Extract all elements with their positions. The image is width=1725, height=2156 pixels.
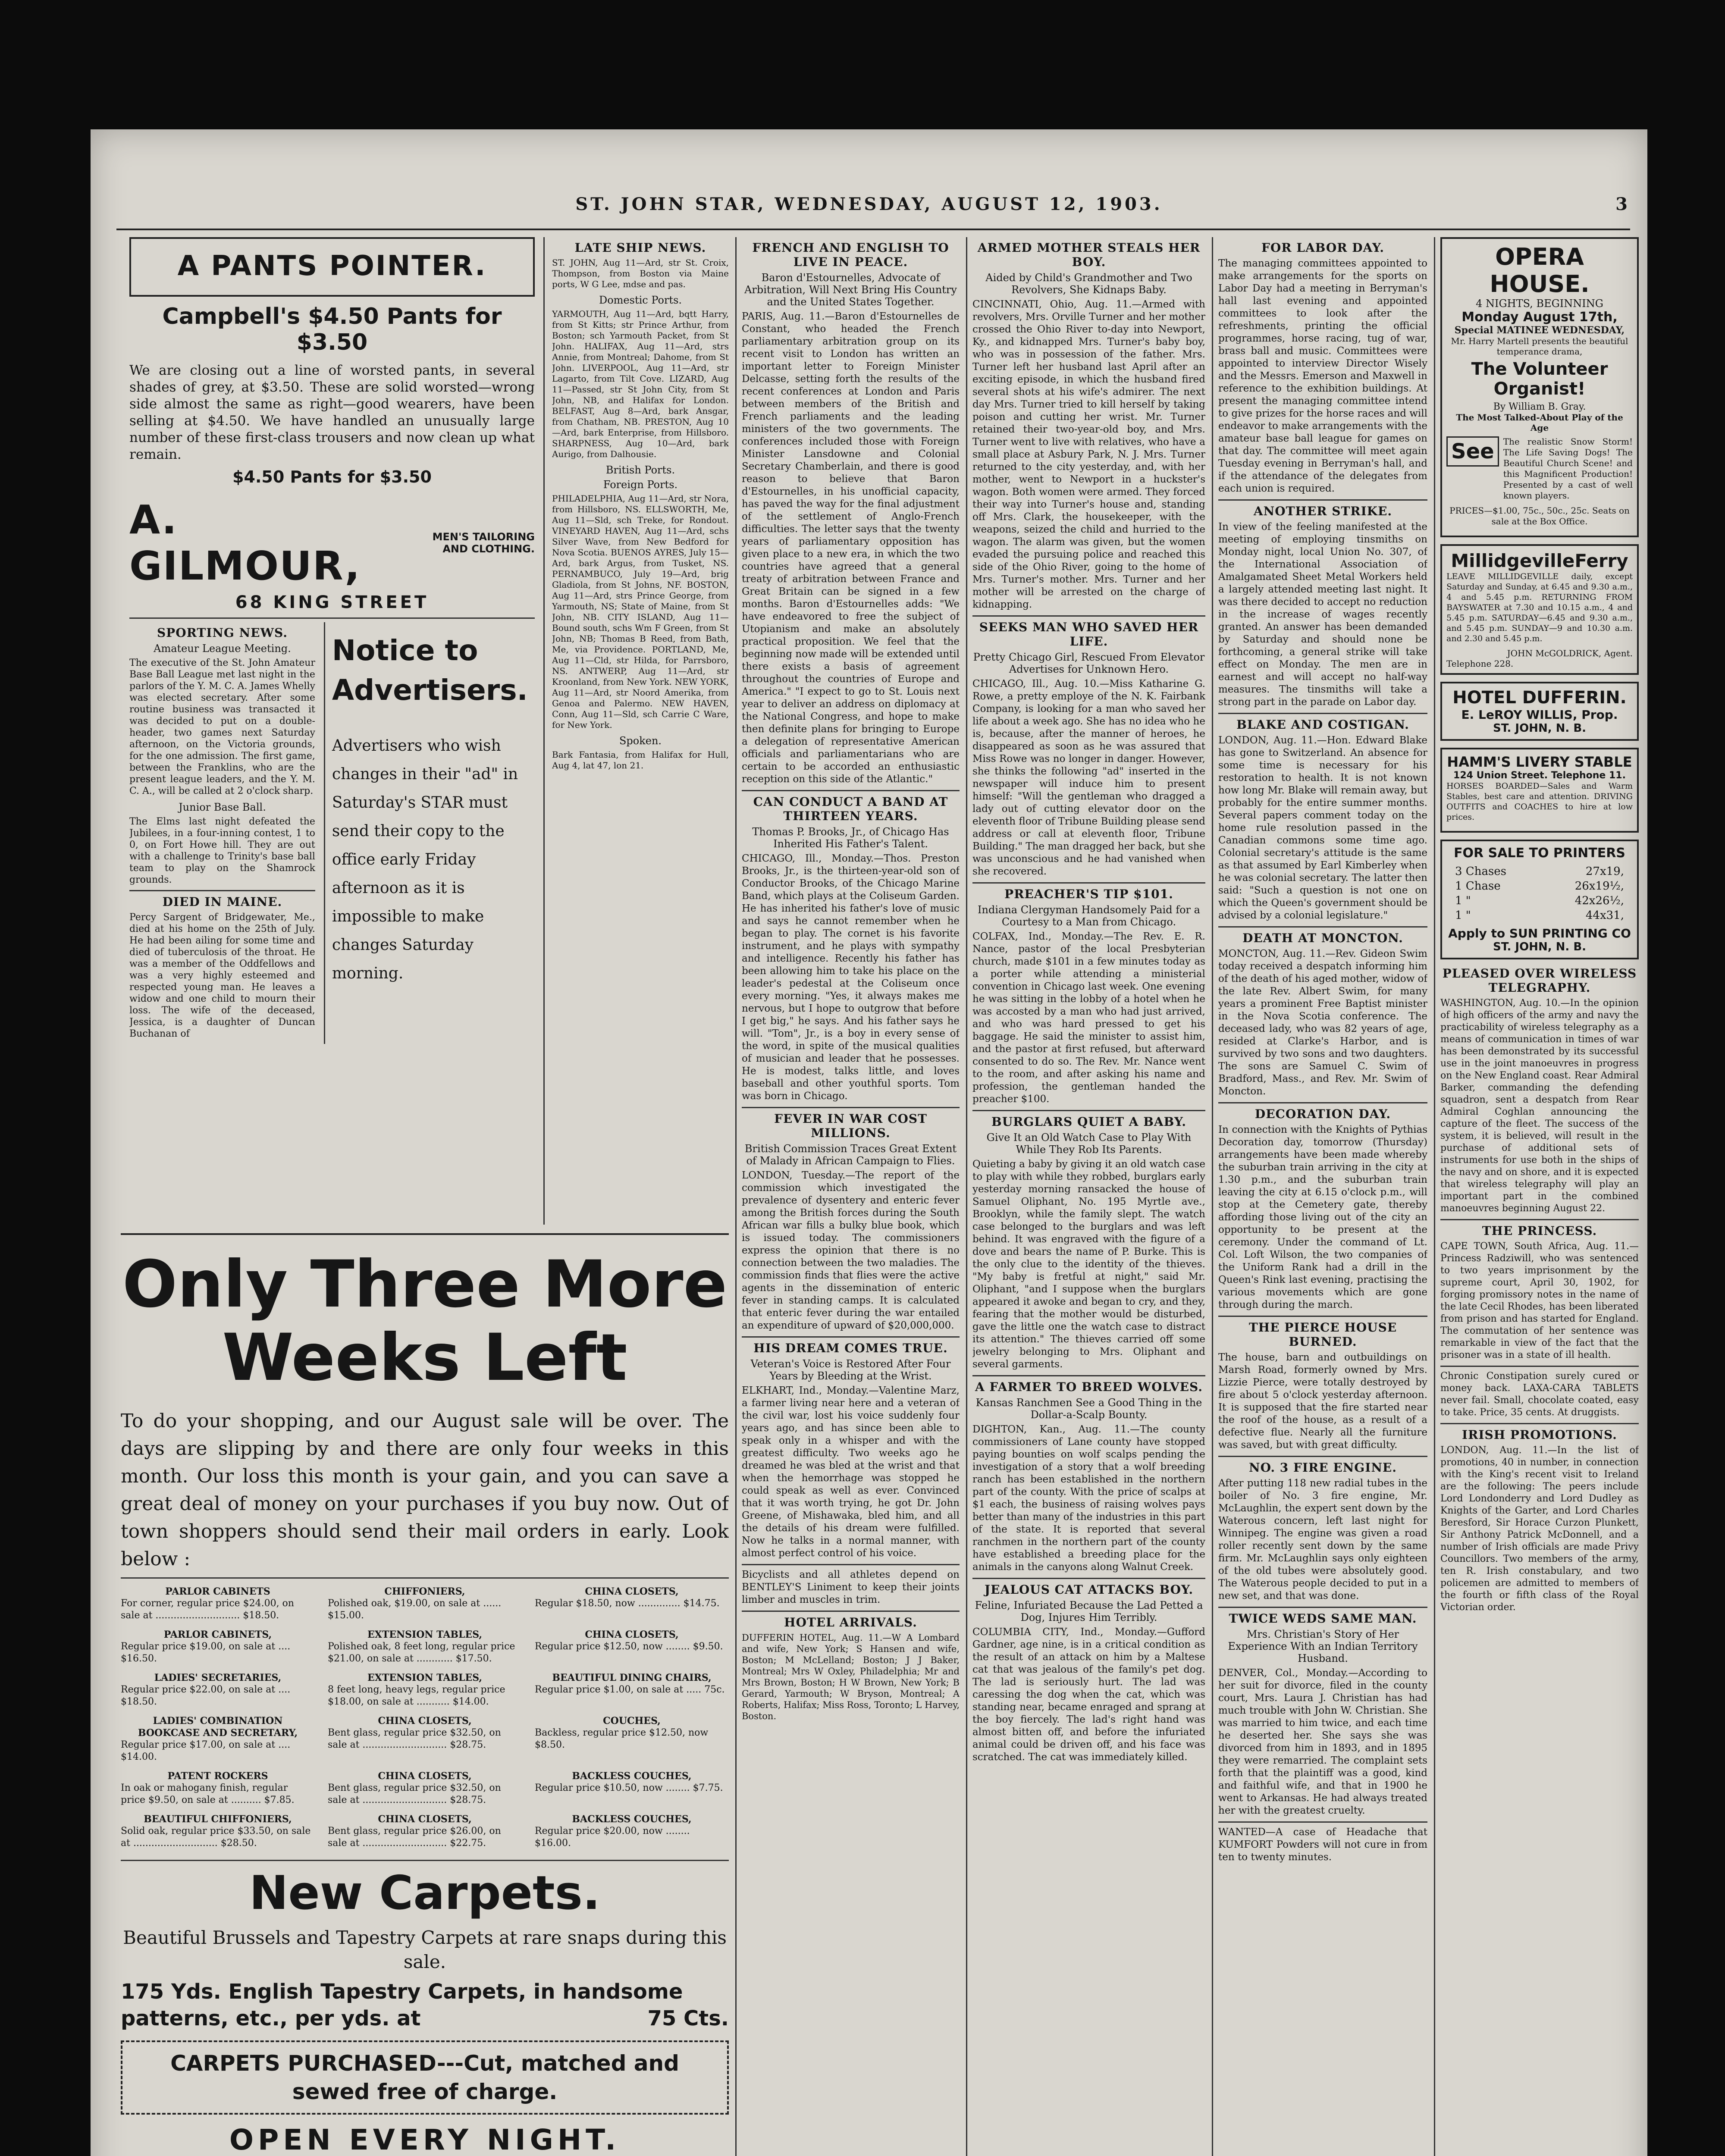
band-text: CHICAGO, Ill., Monday.—Thos. Preston Brooks, Jr., is the thirteen-year-old son of Conductor Brooks, of the Chicago Marine Band, which plays at the Coliseum Garden. He has inherited his father's love of music and says he cannot remember when he began to play. The cornet is his favorite instrument, and he plays with sympathy and intelligence. Recently his father has been allowing him to take his place on the leader's pedestal at the Coliseum once every morning. "Yes, it always makes me nervous, but I hope to outgrow that before I get big," he says. And his father says he will. "Tom", Jr., is a boy in every sense of the word, in spite of the musical qualities of musician and leader that he possesses. He is modest, talks little, and loves baseball and other youthful sports. Tom was born in Chicago. bbox=[742, 853, 960, 1102]
page-number: 3 bbox=[1615, 194, 1630, 214]
divider bbox=[1218, 1607, 1427, 1608]
ship-text-1: ST. JOHN, Aug 11—Ard, str St. Croix, Thompson, from Boston via Maine ports, W G Lee, mdse and pas. bbox=[552, 257, 729, 289]
twice-heading: TWICE WEDS SAME MAN. bbox=[1229, 1611, 1417, 1626]
ferry-agent: JOHN McGOLDRICK, Agent. bbox=[1507, 648, 1633, 658]
price-item: PATENT ROCKERS In oak or mahogany finish, regular price $9.50, on sale at .......... $7.85. bbox=[121, 1771, 295, 1805]
price-item: BACKLESS COUCHES, Regular price $10.50, now ........ $7.75. bbox=[535, 1771, 723, 1793]
column-3 bbox=[742, 237, 960, 2156]
decoration-text: In connection with the Knights of Pythias Decoration day, tomorrow (Thursday) arrangements have been made whereby the suburban train arriving in the city at 1.30 p.m., and the suburban train leaving the city at 6.15 o'clock p.m., will stop at the Cemetery gate, thereby affording those living out of the city an opportunity to be present at the ceremony. Under the command of Lt. Col. Loft Wilson, the two companies of the Uniform Rank had a drill in the Queen's Rink last evening, practising the various movements which are gone through during the march. bbox=[1218, 1124, 1427, 1310]
printers-row: 1 Chase 26x19½, bbox=[1455, 880, 1624, 893]
opera-tag: The Most Talked-About Play of the Age bbox=[1456, 412, 1623, 433]
blake-text: LONDON, Aug. 11.—Hon. Edward Blake has gone to Switzerland. An absence for some time is necessary for his restoration to health. It is not known how long Mr. Blake will remain away, but probably for the entire summer months. Several papers comment today on the home rule resolution passed in the Canadian commons some time ago. Colonial secretary's attitude is the same as that assumed by Earl Kimberley when he was colonial secretary. The latter then said: "Such a question is not one on which the Queen's government should be advised by a colonial legislature." bbox=[1218, 735, 1427, 921]
printers-ad bbox=[1440, 840, 1639, 959]
carpets-text: Beautiful Brussels and Tapestry Carpets at rare snaps during this sale. bbox=[123, 1927, 727, 1972]
moncton-text: MONCTON, Aug. 11.—Rev. Gideon Swim today received a despatch informing him of the death of his aged mother, widow of the late Rev. Albert Swim, for many years a prominent Free Baptist minister in the Nova Scotia conference. The deceased lady, who was 82 years of age, resided at Clarke's Harbor, and is survived by two sons and two daughters. The sons are Samuel C. Swim of Bradford, Mass., and Rev. Mr. Swim of Moncton. bbox=[1218, 948, 1427, 1097]
fever-heading: FEVER IN WAR COST MILLIONS. bbox=[774, 1112, 927, 1140]
burglars-text: Quieting a baby by giving it an old watch case to play with while they robbed, burglars early yesterday morning ransacked the house of Samuel Oliphant, No. 195 Myrtle ave., Brooklyn, while the family slept. The watch case belonged to the burglars and was left behind. It was engraved with the figure of a dove and bears the name of P. Burke. This is the only clue to the identity of the thieves. "My baby is fretful at night," said Mr. Oliphant, "and I suppose when the burglars appeared it awoke and began to cry, and they, fearing that the mother would be disturbed, gave the little one the watch case to distract its attention." The thieves carried off some jewelry belonging to Mrs. Oliphant and several garments. bbox=[972, 1159, 1205, 1370]
tapestry-line bbox=[121, 1978, 729, 2032]
divider bbox=[972, 615, 1205, 617]
column-rule bbox=[1434, 237, 1435, 2156]
dufferin-city: ST. JOHN, N. B. bbox=[1493, 722, 1587, 735]
divider bbox=[742, 1611, 960, 1612]
maine-heading: DIED IN MAINE. bbox=[162, 895, 282, 909]
price-item: PARLOR CABINETS, Regular price $19.00, on sale at .... $16.50. bbox=[121, 1629, 291, 1664]
divider bbox=[972, 1578, 1205, 1579]
moncton-heading: DEATH AT MONCTON. bbox=[1242, 931, 1403, 945]
amland-intro: To do your shopping, and our August sale will be over. The days are slipping by and there are only four weeks in this month. Our loss this month is your gain, and you can save a great deal of money on your purchases if you buy now. Out of town shoppers should send their mail orders in early. Look below : bbox=[121, 1410, 729, 1570]
price-item: CHINA CLOSETS, Bent glass, regular price $32.50, on sale at ............................ $28.75. bbox=[328, 1715, 501, 1750]
amland-only: Only Three More bbox=[122, 1247, 728, 1322]
wolves-heading: A FARMER TO BREED WOLVES. bbox=[975, 1380, 1203, 1394]
masthead bbox=[91, 194, 1647, 224]
price-item: BACKLESS COUCHES, Regular price $20.00, now ........ $16.00. bbox=[535, 1814, 692, 1849]
fever-text: LONDON, Tuesday.—The report of the commission which investigated the prevalence of dysentery and enteric fever among the British forces during the South African war fills a bulky blue book, which is issued today. The commissioners express the opinion that there is no connection between the two maladies. The commission finds that flies were the active agents in the dissemination of enteric fever in standing camps. It is calculated that enteric fever during the war entailed an expenditure of upward of $20,000,000. bbox=[742, 1170, 960, 1331]
price-item: PARLOR CABINETS For corner, regular price $24.00, on sale at ............................ $18.50. bbox=[121, 1586, 294, 1621]
column-rule bbox=[966, 237, 967, 2156]
opera-title: OPERA HOUSE. bbox=[1490, 243, 1590, 298]
ferry-telephone: Telephone 228. bbox=[1446, 658, 1514, 669]
opera-sub4: Mr. Harry Martell presents the beautiful temperance drama, bbox=[1451, 336, 1628, 357]
hotel-heading: HOTEL ARRIVALS. bbox=[784, 1615, 917, 1630]
spoken-subhead: Spoken. bbox=[619, 735, 662, 747]
divider bbox=[742, 790, 960, 791]
hamm-text: HORSES BOARDED—Sales and Warm Stables, best care and attention. DRIVING OUTFITS and COACHES to hire at low prices. bbox=[1446, 781, 1633, 822]
price-item: BEAUTIFUL CHIFFONIERS, Solid oak, regular price $33.50, on sale at ............................ $28.50. bbox=[121, 1814, 311, 1849]
pierce-heading: THE PIERCE HOUSE BURNED. bbox=[1248, 1320, 1397, 1349]
price-item: CHINA CLOSETS, Bent glass, regular price $26.00, on sale at ............................ $22.75. bbox=[328, 1814, 501, 1849]
printers-row: 3 Chases 27x19, bbox=[1455, 865, 1624, 878]
column-2 bbox=[552, 237, 729, 1225]
burglars-subhead: Give It an Old Watch Case to Play With While They Rob Its Parents. bbox=[986, 1131, 1192, 1156]
divider bbox=[1440, 1366, 1639, 1367]
gilmour-name: A. GILMOUR, bbox=[129, 497, 361, 589]
column-rule bbox=[543, 237, 545, 1225]
sporting-news bbox=[129, 622, 315, 1044]
divider bbox=[129, 890, 315, 891]
column-4 bbox=[972, 237, 1205, 2156]
price-item: LADIES' COMBINATION BOOKCASE AND SECRETARY, Regular price $17.00, on sale at .... $14.00. bbox=[121, 1715, 298, 1762]
pants-headline: Campbell's $4.50 Pants for $3.50 bbox=[162, 304, 502, 355]
seeks-subhead: Pretty Chicago Girl, Rescued From Elevator Advertises for Unknown Hero. bbox=[973, 651, 1205, 675]
french-subhead: Baron d'Estournelles, Advocate of Arbitration, Will Next Bring His Country and the United States Together. bbox=[744, 272, 957, 308]
carpets-purchased: CARPETS PURCHASED---Cut, matched and sewed free of charge. bbox=[121, 2040, 729, 2115]
ferry-title: MillidgevilleFerry bbox=[1451, 550, 1628, 571]
printers-row: 1 " 42x26½, bbox=[1455, 894, 1624, 907]
newspaper-page bbox=[91, 129, 1647, 2156]
pants-ad bbox=[129, 237, 535, 297]
maine-text: Percy Sargent of Bridgewater, Me., died at his home on the 25th of July. He had been ailing for some time and died of tuberculosis of the throat. He was a member of the Oddfellows and was a very highly esteemed and respected young man. He leaves a widow and one child to mourn their loss. The wife of the deceased, Jessica, is a daughter of Duncan Buchanan of bbox=[129, 912, 315, 1039]
see-logo: See bbox=[1446, 436, 1499, 467]
printers-city: ST. JOHN, N. B. bbox=[1493, 940, 1587, 953]
printers-list bbox=[1455, 864, 1624, 923]
tapestry-price: 75 Cts. bbox=[647, 2006, 729, 2031]
french-text: PARIS, Aug. 11.—Baron d'Estournelles de Constant, who headed the French parliamentary arbitration group on its recent visit to London has written an important letter to Foreign Minister Delcasse, setting forth the results of the recent conferences at London and Paris between members of the British and French parliaments and the leading ministers of the two governments. The conferences included those with Foreign Minister Lansdowne and Colonial Secretary Chamberlain, and there is good reason to believe that Baron d'Estournelles, in his unofficial capacity, has paved the way for the final adjustment of the settlement of Anglo-French difficulties. The letter says that the twenty years of parliamentary opposition has given place to a new era, in which the two countries have agreed that a general treaty of arbitration between France and Great Britain can be signed in a few months. Baron d'Estournelles adds: "We have endeavored to free the subject of Utopianism and make an absolutely practical proposition. We feel that the beginning now made will be extended until there exists a basis of agreement throughout the countries of Europe and America." "I expect to go to St. Louis next year to deliver an address on diplomacy at the National Congress, and hope to make then definite plans for bringing to Europe a delegation of representative American officials and parliamentarians who are certain to be accorded an enthusiastic reception on this side of the Atlantic." bbox=[742, 311, 960, 785]
fire-engine-text: After putting 118 new radial tubes in the boiler of No. 3 fire engine, Mr. McLaughlin, the expert sent down by the Waterous concern, left last night for Winnipeg. The engine was given a road roller recently sent down by the same firm. Mr. McLaughlin says only eighteen of the old tubes were absolutely good. The Waterous people decided to put in a new set, and that was done. bbox=[1218, 1478, 1427, 1601]
divider bbox=[1218, 499, 1427, 501]
pants-title: A PANTS POINTER. bbox=[177, 250, 487, 282]
column-rule bbox=[1212, 237, 1213, 2156]
column-1 bbox=[129, 237, 535, 1225]
printers-title: FOR SALE TO PRINTERS bbox=[1454, 846, 1625, 861]
masthead-rule bbox=[116, 229, 1630, 230]
price-item: CHIFFONIERS, Polished oak, $19.00, on sale at ...... $15.00. bbox=[328, 1586, 502, 1621]
ship-heading: LATE SHIP NEWS. bbox=[574, 241, 706, 255]
foreign-subhead: Foreign Ports. bbox=[603, 479, 678, 491]
gilmour-sub: MEN'S TAILORING AND CLOTHING. bbox=[432, 531, 535, 555]
hamm-title: HAMM'S LIVERY STABLE bbox=[1447, 754, 1632, 770]
opera-desc-row bbox=[1446, 436, 1633, 505]
divider bbox=[972, 882, 1205, 884]
price-item: CHINA CLOSETS, Regular price $12.50, now ........ $9.50. bbox=[535, 1629, 723, 1652]
printers-apply: Apply to SUN PRINTING CO bbox=[1448, 926, 1631, 940]
princess-heading: THE PRINCESS. bbox=[1482, 1224, 1597, 1238]
domestic-subhead: Domestic Ports. bbox=[599, 294, 682, 306]
divider bbox=[129, 617, 535, 619]
preacher-subhead: Indiana Clergyman Handsomely Paid for a Courtesy to a Man from Chicago. bbox=[978, 904, 1200, 928]
divider bbox=[972, 1375, 1205, 1376]
masthead-title: ST. JOHN STAR, WEDNESDAY, AUGUST 12, 1903. bbox=[575, 194, 1163, 214]
open-every-night: OPEN EVERY NIGHT. bbox=[229, 2123, 621, 2156]
dufferin-ad bbox=[1440, 682, 1639, 741]
french-heading: FRENCH AND ENGLISH TO LIVE IN PEACE. bbox=[752, 241, 949, 269]
divider bbox=[1218, 926, 1427, 928]
fire-engine-heading: NO. 3 FIRE ENGINE. bbox=[1248, 1460, 1397, 1475]
gilmour-ad bbox=[129, 497, 535, 589]
strike-heading: ANOTHER STRIKE. bbox=[1253, 504, 1393, 518]
preacher-heading: PREACHER'S TIP $101. bbox=[1004, 887, 1173, 901]
divider bbox=[121, 1860, 729, 1861]
divider bbox=[742, 1564, 960, 1565]
price-item: LADIES' SECRETARIES, Regular price $22.00, on sale at .... $18.50. bbox=[121, 1672, 291, 1707]
notice-title: Notice to Advertisers. bbox=[332, 634, 528, 707]
strike-text: In view of the feeling manifested at the meeting of employing tinsmiths on Monday night, local Union No. 307, of the International Association of Amalgamated Sheet Metal Workers held a largely attended meeting last night. It was there decided to accept no reduction in the increase of wages recently granted. An answer has been demanded by Saturday and should none be forthcoming, a general strike will take effect on Monday. The men are in earnest and will accept no half-way measures. The tinsmiths will take a strong part in the parade on Labor day. bbox=[1218, 521, 1427, 708]
cat-heading: JEALOUS CAT ATTACKS BOY. bbox=[984, 1583, 1194, 1597]
divider bbox=[1440, 1423, 1639, 1424]
price-item: CHINA CLOSETS, Bent glass, regular price $32.50, on sale at ............................ $28.75. bbox=[328, 1771, 501, 1805]
gilmour-address: 68 KING STREET bbox=[235, 592, 429, 612]
labor-heading: FOR LABOR DAY. bbox=[1261, 241, 1385, 255]
labor-text: The managing committees appointed to make arrangements for the sports on Labor Day had a meeting in Berryman's hall last evening and appointed committees to look after the refreshments, printing the official programmes, horse racing, tug of war, brass ball and music. Committees were appointed to interview Director Wisely and the Messrs. Emerson and Maxwell in reference to the exhibition buildings. At present the managing committee intend to give prizes for the horse races and will endeavor to make arrangements with the amateur base ball league for games on that day. The committee will meet again Tuesday evening in Berryman's hall, and if the attendance of the delegates from each union is required. bbox=[1218, 258, 1427, 494]
chronic-text: Chronic Constipation surely cured or money back. LAXA-CARA TABLETS never fail. Small, chocolate coated, easy to take. Price, 35 cents. At druggists. bbox=[1440, 1371, 1639, 1418]
band-subhead: Thomas P. Brooks, Jr., of Chicago Has Inherited His Father's Talent. bbox=[752, 826, 949, 850]
wolves-text: DIGHTON, Kan., Aug. 11.—The county commissioners of Lane county have stopped paying bounties on wolf scalps pending the investigation of a story that a wolf breeding ranch has been established in the northern part of the county. With the price of scalps at $1 each, the business of raising wolves pays better than many of the industries in this part of the state. It is reported that several ranchmen in the northern part of the county have established a breeding place for the animals in the canyons along Walnut Creek. bbox=[972, 1424, 1205, 1573]
column-6 bbox=[1440, 237, 1639, 2156]
hamm-ad bbox=[1440, 748, 1639, 833]
dufferin-prop: E. LeROY WILLIS, Prop. bbox=[1461, 708, 1618, 722]
opera-sub3: Special MATINEE WEDNESDAY, bbox=[1454, 325, 1625, 336]
irish-text: LONDON, Aug. 11.—In the list of promotions, 40 in number, in connection with the King's recent visit to Ireland are the following: The peers include Lord Londonderry and Lord Dudley as Knights of the Garter, and Lord Charles Beresford, Sir Horace Curzon Plunkett, Sir Anthony Patrick McDonnell, and a number of Irish officials are made Privy Councillors. Two members of the army, ten R. Irish constabulary, and two policemen are admitted to members of the fourth or fifth class of the Royal Victorian order. bbox=[1440, 1445, 1639, 1613]
divider bbox=[1218, 1456, 1427, 1457]
sporting-heading: SPORTING NEWS. bbox=[157, 626, 288, 640]
price-item: EXTENSION TABLES, Polished oak, 8 feet long, regular price $21.00, on sale at ............ $17.50. bbox=[328, 1629, 515, 1664]
wanted-text: WANTED—A case of Headache that KUMFORT Powders will not cure in from ten to twenty minutes. bbox=[1218, 1827, 1427, 1863]
notice-to-advertisers bbox=[324, 622, 535, 1044]
opera-desc: The realistic Snow Storm! The Life Saving Dogs! The Beautiful Church Scene! and this Magnificent Production! Presented by a cast of well known players. bbox=[1503, 436, 1633, 501]
mother-text: CINCINNATI, Ohio, Aug. 11.—Armed with revolvers, Mrs. Orville Turner and her mother crossed the Ohio River to-day into Newport, Ky., and kidnapped Mrs. Turner's baby boy, who was in possession of the father. Mrs. Turner left her husband last April after an exciting episode, in which the husband fired several shots at his wife's admirer. The next day Mrs. Turner tried to kill herself by taking poison and cutting her wrist. Mr. Turner retained their two-year-old boy, and Mrs. Turner went to live with relatives, who have a small place at Asbury Park, N. J. Mrs. Turner returned to the city yesterday, and, with her mother, went to Newport in a huckster's wagon. Both women were armed. They forced their way into Turner's house and, standing off Mrs. Clark, the housekeeper, with the weapons, seized the child and hurried to the wagon. The alarm was given, but the women evaded the pursuing police and reached this side of the Ohio River, going to the home of Mrs. Turner's mother. Mrs. Turner and her mother will be arrested on the charge of kidnapping. bbox=[972, 299, 1205, 610]
sporting-text: The executive of the St. John Amateur Base Ball League met last night in the parlors of the Y. M. C. A. James Whelly was elected secretary. After some routine business was transacted it was decided to put on a double-header, two games next Saturday afternoon, on the Victoria grounds, for the one admission. The first game, between the Franklins, who are the present league leaders, and the Y. M. C. A., will be called at 2 o'clock sharp. bbox=[129, 658, 315, 796]
dufferin-title: HOTEL DUFFERIN. bbox=[1452, 688, 1627, 708]
burglars-heading: BURGLARS QUIET A BABY. bbox=[991, 1115, 1186, 1129]
hamm-address: 124 Union Street. Telephone 11. bbox=[1453, 770, 1626, 781]
junior-text: The Elms last night defeated the Jubilees, in a four-inning contest, 1 to 0, on Fort Howe hill. They are out with a challenge to Trinity's base ball team to play on the Shamrock grounds. bbox=[129, 816, 315, 885]
fever-subhead: British Commission Traces Great Extent of Malady in African Campaign to Flies. bbox=[744, 1143, 957, 1167]
pants-text: We are closing out a line of worsted pants, in several shades of grey, at $3.50. These are solid worsted—wrong side almost the same as right—good wearers, have been selling at $4.50. We have handled an unusually large number of these first-class trousers and now clean up what remain. bbox=[129, 363, 535, 462]
ship-text-2: YARMOUTH, Aug 11—Ard, bqtt Harry, from St Kitts; str Prince Arthur, from Boston; sch Yarmouth Packet, from St John. HALIFAX, Aug 11—Ard, strs Annie, from Montreal; Dahome, from St John. LIVERPOOL, Aug 11—Ard, str Lagarto, from Tilt Cove. LIZARD, Aug 11—Passed, str St John City, from St John, NB, and Halifax for London. BELFAST, Aug 8—Ard, bark Ansgar, from Chatham, NB. PRESTON, Aug 10—Ard, bark Enterprise, from Hillsboro. SHARPNESS, Aug 10—Ard, bark Aurigo, from Dalhousie. bbox=[552, 309, 729, 459]
band-heading: CAN CONDUCT A BAND AT THIRTEEN YEARS. bbox=[753, 795, 948, 823]
printers-row: 1 " 44x31, bbox=[1455, 909, 1624, 922]
pierce-text: The house, barn and outbuildings on Marsh Road, formerly owned by Mrs. Lizzie Pierce, were totally destroyed by fire about 5 o'clock yesterday afternoon. It is supposed that the fire started near the roof of the house, as a result of a defective flue. Nearly all the furniture was saved, but with great difficulty. bbox=[1218, 1352, 1427, 1451]
divider bbox=[1218, 1821, 1427, 1823]
divider bbox=[1440, 1219, 1639, 1220]
divider bbox=[742, 1336, 960, 1338]
notice-text: Advertisers who wish changes in their "ad" in Saturday's STAR must send their copy to the office early Friday afternoon as it is impossible to make changes Saturday morning. bbox=[332, 737, 518, 982]
sporting-subhead: Amateur League Meeting. bbox=[154, 642, 291, 655]
hotel-text: DUFFERIN HOTEL, Aug. 11.—W A Lombard and wife, New York; S Hansen and wife, Boston; M McLelland; Boston; J J Baker, Montreal; Mrs W Oxley, Philadelphia; Mr and Mrs Brown, Boston; H W Brown, New York; B Gerard, Yarmouth; W Bryson, Montreal; A Roberts, Halifax; Miss Ross, Toronto; L Harvey, Boston. bbox=[742, 1633, 960, 1721]
wireless-text: WASHINGTON, Aug. 10.—In the opinion of high officers of the army and navy the practicability of wireless telegraphy as a means of communication in times of war has been demonstrated by its successful use in the joint manoeuvres in progress on the New England coast. Rear Admiral Barker, commanding the defending squadron, sent a despatch from Rear Admiral Coghlan announcing the capture of the fleet. The success of the system, it is believed, will result in the purchase of additional sets of instruments for use both in the ships of the navy and on shore, and it is expected that wireless telegraphy will play an important part in the combined manoeuvres beginning August 22. bbox=[1440, 998, 1639, 1214]
opera-play: The Volunteer Organist! bbox=[1471, 359, 1608, 399]
price-item: BEAUTIFUL DINING CHAIRS, Regular price $1.00, on sale at ..... 75c. bbox=[535, 1672, 725, 1695]
amland-ad bbox=[121, 1233, 729, 2156]
preacher-text: COLFAX, Ind., Monday.—The Rev. E. R. Nance, pastor of the local Presbyterian church, made $101 in a few minutes today as a porter while attending a ministerial convention in Chicago last week. One evening he was sitting in the lobby of a hotel when he was accosted by a man who had just arrived, and who was hard pressed to get his baggage. He said the minister to assist him, and the pastor at first refused, but afterward consented to do so. The Rev. Mr. Nance went to the room, and after asking his name and profession, the gentleman handed the preacher $100. bbox=[972, 931, 1205, 1105]
princess-text: CAPE TOWN, South Africa, Aug. 11.—Princess Radziwill, who was sentenced to two years imprisonment by the supreme court, April 30, 1902, for forging promissory notes in the name of the late Cecil Rhodes, has been liberated from prison and has started for England. The commutation of her sentence was remarkable in view of the fact that the prisoner was in a state of ill health. bbox=[1440, 1241, 1639, 1360]
opera-house-ad bbox=[1440, 237, 1639, 537]
ship-text-4: Bark Fantasia, from Halifax for Hull, Aug 4, lat 47, lon 21. bbox=[552, 749, 729, 771]
divider bbox=[972, 1110, 1205, 1111]
bicycle-text: Bicyclists and all athletes depend on BENTLEY'S Liniment to keep their joints limber and muscles in trim. bbox=[742, 1569, 960, 1605]
carpets-title: New Carpets. bbox=[249, 1866, 600, 1920]
ship-text-3: PHILADELPHIA, Aug 11—Ard, str Nora, from Hillsboro, NS. ELLSWORTH, Me, Aug 11—Sld, sch Treke, for Rondout. VINEYARD HAVEN, Aug 11—Ard, schs Silver Wave, from New Bedford for Nova Scotia. BUENOS AYRES, July 15—Ard, bark Argus, from Tusket, NS. PERNAMBUCO, July 19—Ard, brig Gladiola, from St Johns, NF. BOSTON, Aug 11—Ard, strs Prince George, from Yarmouth, NS; State of Maine, from St John, NB. CITY ISLAND, Aug 11—Bound south, schs Wm F Green, from St John, NB; Thomas B Reed, from Bath, Me, via Providence. PORTLAND, Me, Aug 11—Cld, str Hilda, for Parrsboro, NS. ANTWERP, Aug 11—Ard, str Kroonland, from New York. NEW YORK, Aug 11—Ard, str Noord Amerika, from Genoa and Palermo. NEW HAVEN, Conn, Aug 11—Sld, sch Carrie C Ware, for New York. bbox=[552, 493, 729, 730]
sporting-and-notice bbox=[129, 622, 535, 1044]
wireless-heading: PLEASED OVER WIRELESS TELEGRAPHY. bbox=[1442, 966, 1637, 995]
dream-text: ELKHART, Ind., Monday.—Valentine Marz, a farmer living near here and a veteran of the civil war, lost his voice suddenly four years ago, and has since been able to speak only in a whisper and with the greatest difficulty. Two weeks ago he dreamed he was bled at the wrist and that when the hemorrhage was stopped he could speak as well as ever. Convinced that it was worth trying, he got Dr. John Greene, of Mishawaka, bled him, and all the details of his dream were fulfilled. Now he talks in a normal manner, with almost perfect control of his voice. bbox=[742, 1385, 960, 1559]
amland-price-grid bbox=[121, 1577, 729, 1856]
seeks-text: CHICAGO, Ill., Aug. 10.—Miss Katharine G. Rowe, a pretty employe of the N. K. Fairbank Company, is looking for a man who saved her life about a week ago. She has no idea who he is, because, after the manner of heroes, he disappeared as soon as he was assured that Miss Rowe was no longer in danger. However, she thinks the following "ad" inserted in the newspaper will induce him to present himself: "Will the gentleman who dragged a lady out of cutting elevator door on the eleventh floor of Tribune Building please send address or call at eleventh floor, Tribune Building." The man dragged her back, but she was unconscious and he had vanished when she recovered. bbox=[972, 678, 1205, 877]
cat-subhead: Feline, Infuriated Because the Lad Petted a Dog, Injures Him Terribly. bbox=[975, 1599, 1203, 1623]
column-rule bbox=[735, 237, 737, 2156]
ferry-text: LEAVE MILLIDGEVILLE daily, except Saturday and Sunday, at 6.45 and 9.30 a.m., 4 and 5.45 p.m. RETURNING FROM BAYSWATER at 7.30 and 10.15 a.m., 4 and 5.45 p.m. SATURDAY—6.45 and 9.30 a.m., and 5.45 p.m. SUNDAY—9 and 10.30 a.m. and 2.30 and 5.45 p.m. bbox=[1446, 572, 1633, 643]
seeks-heading: SEEKS MAN WHO SAVED HER LIFE. bbox=[979, 620, 1199, 649]
price-item: CHINA CLOSETS, Regular $18.50, now .............. $14.75. bbox=[535, 1586, 720, 1609]
price-item: COUCHES, Backless, regular price $12.50, now $8.50. bbox=[535, 1715, 709, 1750]
ferry-ad bbox=[1440, 544, 1639, 675]
price-item: EXTENSION TABLES, 8 feet long, heavy legs, regular price $18.00, on sale at ........... $14.00. bbox=[328, 1672, 505, 1707]
twice-text: DENVER, Col., Monday.—According to her suit for divorce, filed in the county court, Mrs. Laura J. Christian has had much trouble with John W. Christian. She was married to him twice, and each time he deserted her. She says she was divorced from him in 1893, and in 1895 they were remarried. The complaint sets forth that the plaintiff was a good, kind and faithful wife, and that in 1900 he went to Arkansas. He had always treated her with the greatest cruelty. bbox=[1218, 1667, 1427, 1816]
blake-heading: BLAKE AND COSTIGAN. bbox=[1236, 718, 1409, 732]
divider bbox=[742, 1107, 960, 1108]
dream-subhead: Veteran's Voice is Restored After Four Years by Bleeding at the Wrist. bbox=[750, 1358, 951, 1382]
junior-subhead: Junior Base Ball. bbox=[179, 801, 266, 813]
divider bbox=[1218, 713, 1427, 714]
mother-subhead: Aided by Child's Grandmother and Two Revolvers, She Kidnaps Baby. bbox=[985, 272, 1192, 296]
opera-sub1: 4 NIGHTS, BEGINNING bbox=[1476, 298, 1603, 310]
tapestry-text: 175 Yds. English Tapestry Carpets, in handsome patterns, etc., per yds. at bbox=[121, 1980, 683, 2031]
divider bbox=[1218, 1102, 1427, 1103]
amland-weeks: Weeks Left bbox=[222, 1320, 627, 1395]
decoration-heading: DECORATION DAY. bbox=[1255, 1107, 1391, 1121]
column-5 bbox=[1218, 237, 1427, 2156]
pants-offer: $4.50 Pants for $3.50 bbox=[232, 467, 432, 486]
british-subhead: British Ports. bbox=[605, 464, 675, 476]
cat-text: COLUMBIA CITY, Ind., Monday.—Gufford Gardner, age nine, is in a critical condition as the result of an attack on him by a Maltese cat that was jealous of the family's pet dog. The lad is seriously hurt. The lad was caressing the dog when the cat, which was standing near, became enraged and sprang at the boy fiercely. The lad's right hand was almost bitten off, and before the infuriated animal could be driven off, and his face was scratched. The cat was immediately killed. bbox=[972, 1626, 1205, 1763]
dream-heading: HIS DREAM COMES TRUE. bbox=[753, 1341, 948, 1355]
opera-author: By William B. Gray. bbox=[1493, 401, 1586, 412]
wolves-subhead: Kansas Ranchmen See a Good Thing in the Dollar-a-Scalp Bounty. bbox=[975, 1397, 1202, 1421]
divider bbox=[1218, 1316, 1427, 1317]
opera-sub2: Monday August 17th, bbox=[1462, 310, 1618, 325]
irish-heading: IRISH PROMOTIONS. bbox=[1462, 1428, 1617, 1442]
opera-prices: PRICES—$1.00, 75c., 50c., 25c. Seats on sale at the Box Office. bbox=[1449, 505, 1630, 526]
twice-subhead: Mrs. Christian's Story of Her Experience With an Indian Territory Husband. bbox=[1228, 1628, 1418, 1664]
mother-heading: ARMED MOTHER STEALS HER BOY. bbox=[977, 241, 1201, 269]
